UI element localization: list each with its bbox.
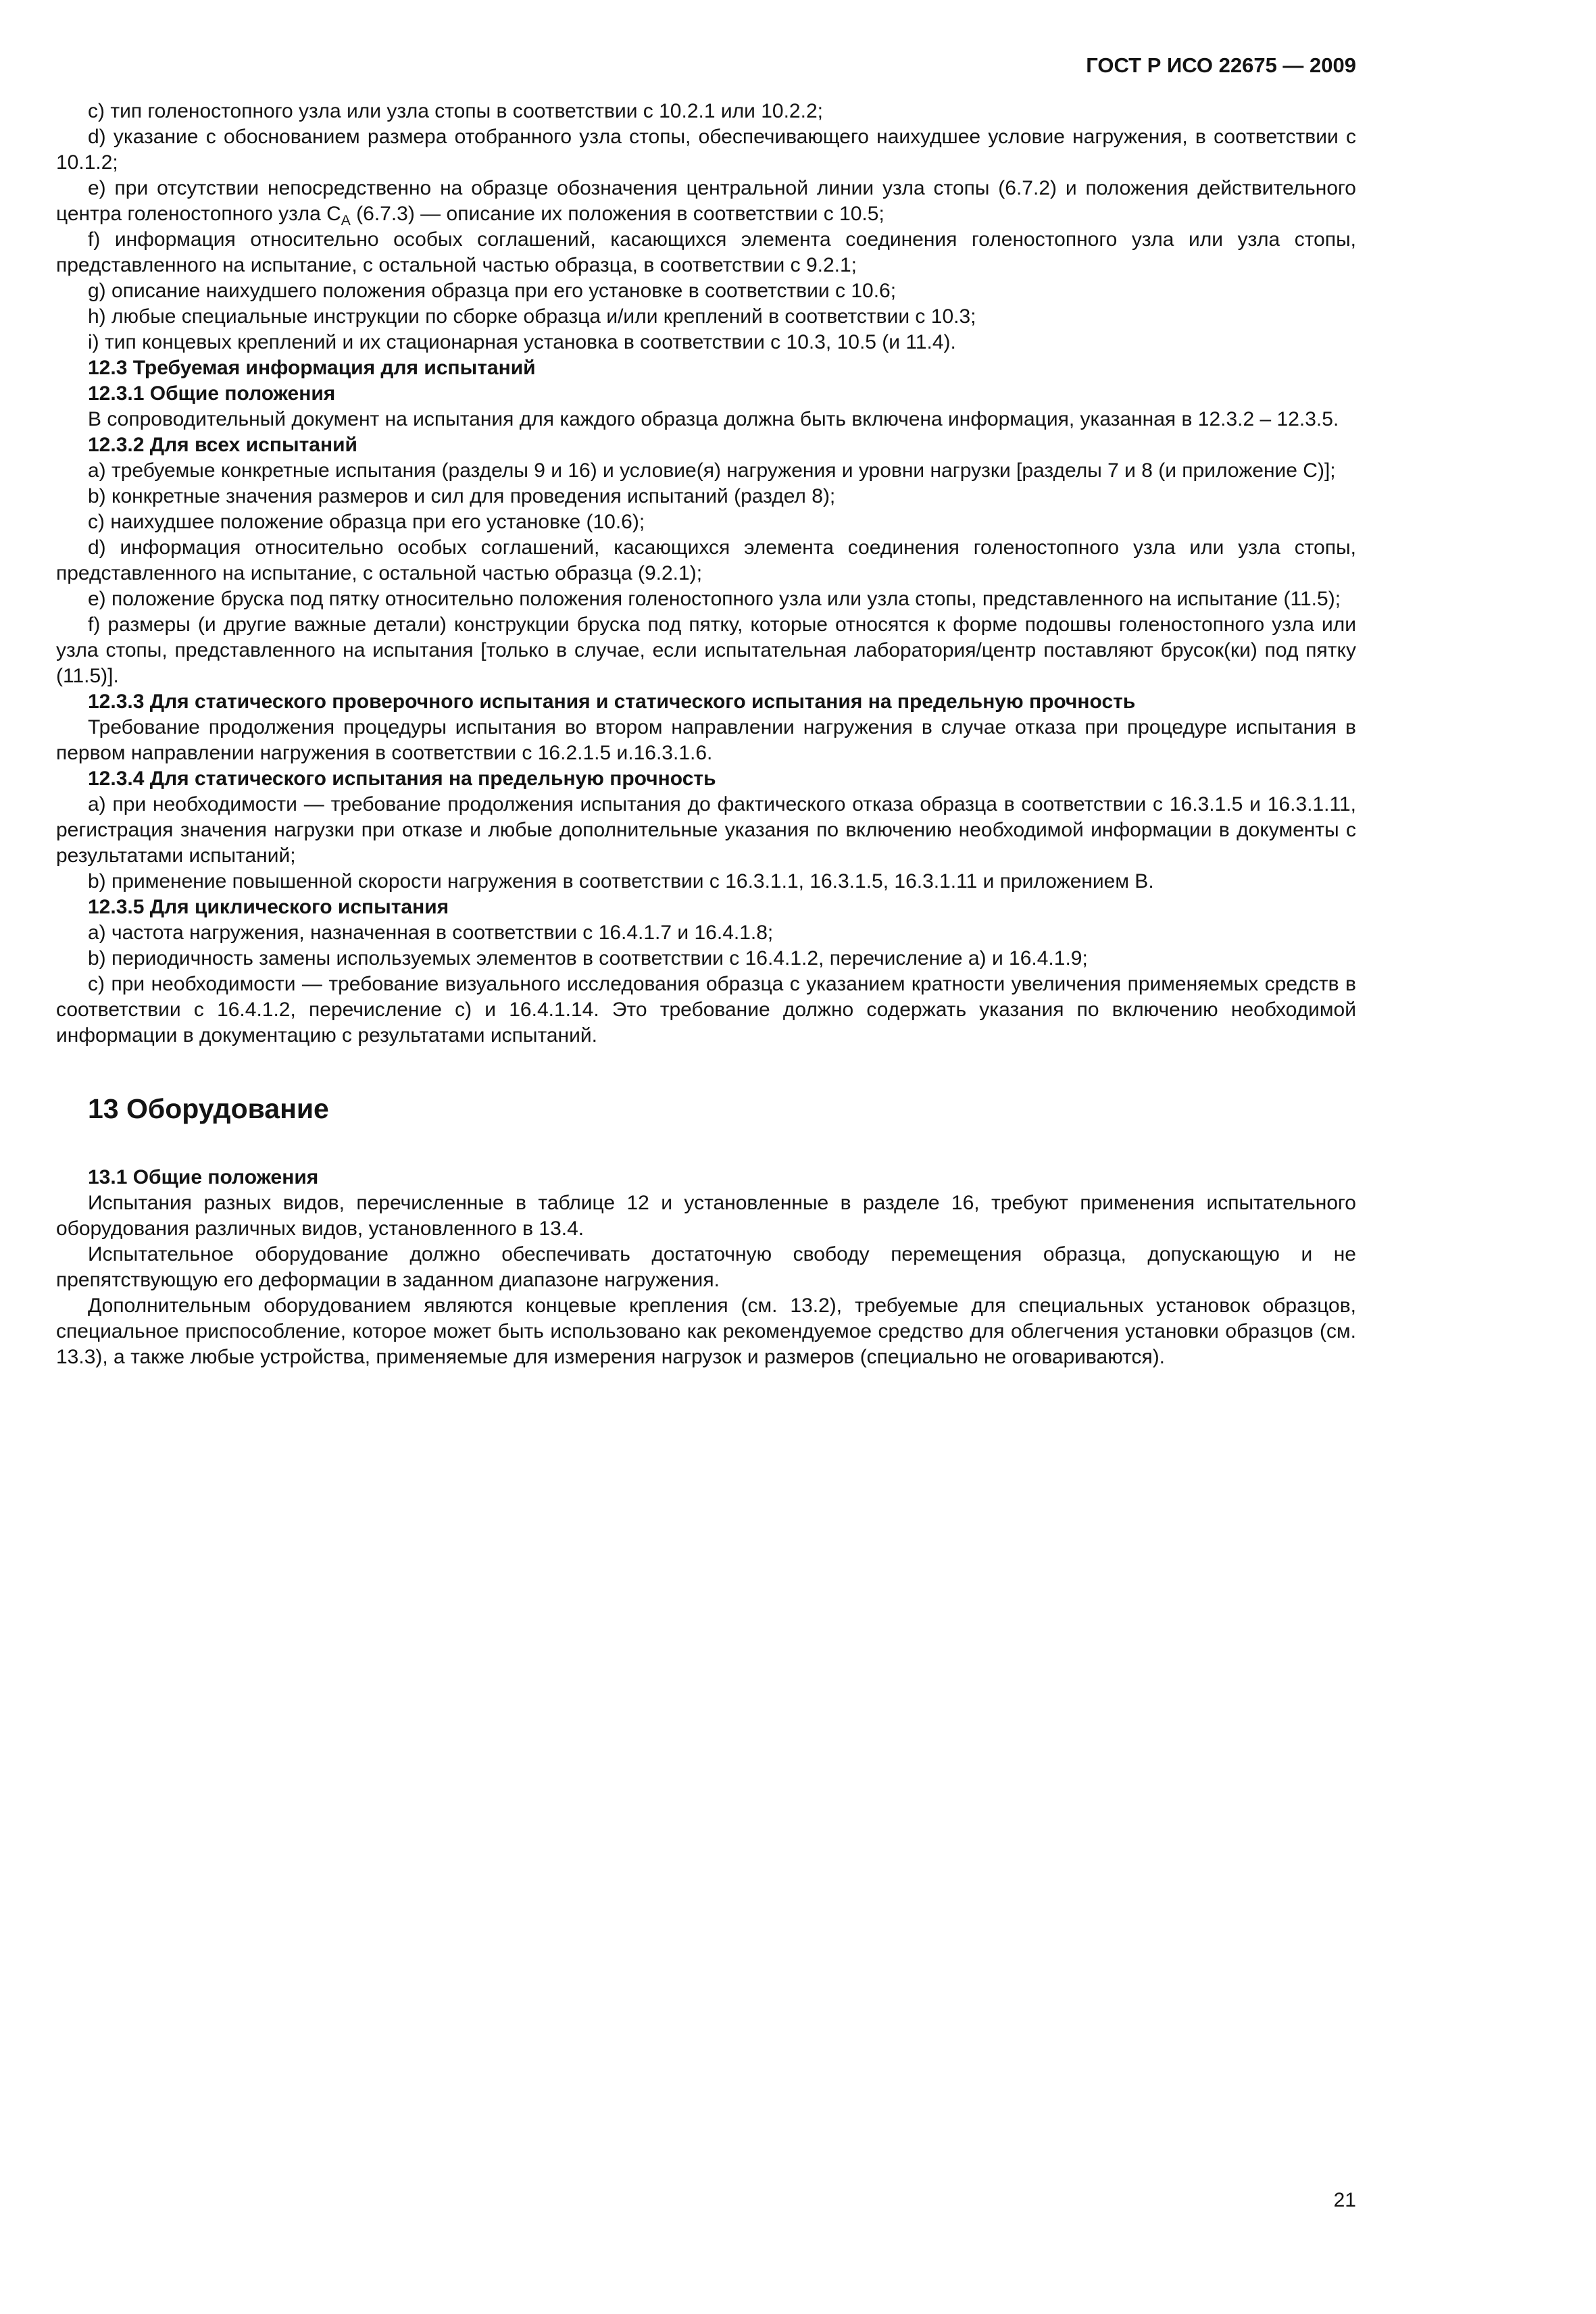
section-heading: 12.3.1 Общие положения — [88, 382, 336, 405]
page-number: 21 — [1333, 2189, 1356, 2211]
paragraph: Дополнительным оборудованием являются концевые крепления (см. 13.2), требуемые для специальных установок образцов, специальное приспособление, которое может быть использовано как рекомендуемое средство для облегчения установки образцов (см. 13.3), а также любые устройства, применяемые для измерения нагрузок и размеров (специально не оговариваются). — [56, 1294, 1356, 1368]
section-heading: 12.3.3 Для статического проверочного испытания и статического испытания на предельную прочность — [88, 690, 1136, 713]
paragraph: d) указание с обоснованием размера отобранного узла стопы, обеспечивающего наихудшее условие нагружения, в соответствии с 10.1.2; — [56, 126, 1356, 174]
paragraph: e) при отсутствии непосредственно на образце обозначения центральной линии узла стопы (6.7.2) и положения действительного центра голеностопного узла $C_A$ (6.7.3) — описание их положения в соответствии с 10.5; — [56, 177, 1356, 228]
paragraph: b) применение повышенной скорости нагружения в соответствии с 16.3.1.1, 16.3.1.5, 16.3.1.11 и приложением В. — [88, 870, 1154, 892]
section-heading: 12.3 Требуемая информация для испытаний — [88, 357, 536, 379]
section-heading: 12.3.5 Для циклического испытания — [88, 896, 449, 918]
paragraph: f) размеры (и другие важные детали) конструкции бруска под пятку, которые относятся к форме подошвы голеностопного узла или узла стопы, представленного на испытания [только в случае, если испытательная лаборатория/центр поставляют брусок(ки) под пятку (11.5)]. — [56, 613, 1356, 687]
paragraph: a) частота нагружения, назначенная в соответствии с 16.4.1.7 и 16.4.1.8; — [88, 922, 774, 944]
paragraph: h) любые специальные инструкции по сборке образца и/или креплений в соответствии с 10.3; — [88, 305, 976, 328]
paragraph: b) конкретные значения размеров и сил для проведения испытаний (раздел 8); — [88, 485, 836, 507]
paragraph: f) информация относительно особых соглашений, касающихся элемента соединения голеностопного узла или узла стопы, представленного на испытание, с остальной частью образца, в соответствии с 9.2.1; — [56, 228, 1356, 276]
paragraph: Испытательное оборудование должно обеспечивать достаточную свободу перемещения образца, допускающую и не препятствующую его деформации в заданном диапазоне нагружения. — [56, 1243, 1356, 1291]
paragraph: В сопроводительный документ на испытания для каждого образца должна быть включена информация, указанная в 12.3.2 – 12.3.5. — [88, 408, 1339, 430]
content-area — [56, 53, 1356, 1370]
paragraph: c) наихудшее положение образца при его установке (10.6); — [88, 511, 645, 533]
paragraph: g) описание наихудшего положения образца при его установке в соответствии с 10.6; — [88, 280, 897, 302]
paragraph: b) периодичность замены используемых элементов в соответствии с 16.4.1.2, перечисление а) и 16.4.1.9; — [88, 947, 1088, 970]
paragraph: c) при необходимости — требование визуального исследования образца с указанием кратности увеличения применяемых средств в соответствии с 16.4.1.2, перечисление с) и 16.4.1.14. Это требование должно содержать указания по включению необходимой информации в документацию с результатами испытаний. — [56, 973, 1356, 1047]
section-heading: 12.3.4 Для статического испытания на предельную прочность — [88, 768, 716, 790]
chapter-heading: 13 Оборудование — [88, 1093, 329, 1124]
section-heading: 12.3.2 Для всех испытаний — [88, 434, 357, 456]
document-body — [56, 99, 1356, 1370]
paragraph: Требование продолжения процедуры испытания во втором направлении нагружения в случае отказа при процедуре испытания в первом направлении нагружения в соответствии с 16.2.1.5 и.16.3.1.6. — [56, 716, 1356, 764]
paragraph: d) информация относительно особых соглашений, касающихся элемента соединения голеностопного узла или узла стопы, представленного на испытание, с остальной частью образца (9.2.1); — [56, 536, 1356, 584]
section-heading: 13.1 Общие положения — [88, 1166, 319, 1188]
paragraph: a) требуемые конкретные испытания (разделы 9 и 16) и условие(я) нагружения и уровни нагрузки [разделы 7 и 8 (и приложение С)]; — [88, 459, 1336, 482]
paragraph: c) тип голеностопного узла или узла стопы в соответствии с 10.2.1 или 10.2.2; — [88, 100, 823, 122]
paragraph: a) при необходимости — требование продолжения испытания до фактического отказа образца в соответствии с 16.3.1.5 и 16.3.1.11, регистрация значения нагрузки при отказе и любые дополнительные указания по включению необходимой информации в документы с результатами испытаний; — [56, 793, 1356, 867]
paragraph: Испытания разных видов, перечисленные в таблице 12 и установленные в разделе 16, требуют применения испытательного оборудования различных видов, установленного в 13.4. — [56, 1192, 1356, 1240]
paragraph: e) положение бруска под пятку относительно положения голеностопного узла или узла стопы, представленного на испытание (11.5); — [88, 588, 1341, 610]
document-header: ГОСТ Р ИСО 22675 — 2009 — [1086, 53, 1356, 77]
paragraph: i) тип концевых креплений и их стационарная установка в соответствии с 10.3, 10.5 (и 11.4). — [88, 331, 956, 353]
